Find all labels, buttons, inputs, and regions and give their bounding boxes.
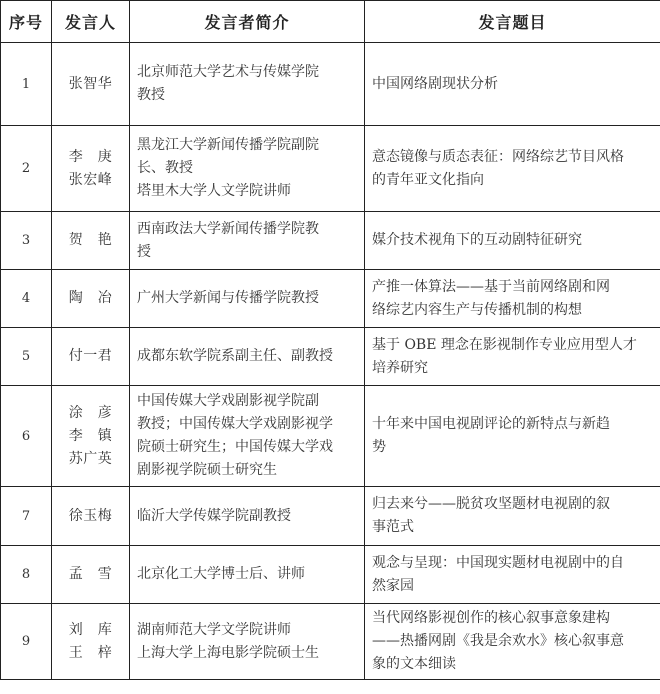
speaker-intro-line: 北京师范大学艺术与传媒学院 bbox=[137, 64, 319, 80]
speaker-intro-cell bbox=[130, 604, 365, 680]
topic-cell bbox=[365, 328, 660, 386]
speaker-intro-line: 授 bbox=[137, 243, 151, 260]
speaker-name: 刘 库 bbox=[68, 621, 113, 638]
speaker-cell bbox=[52, 487, 130, 546]
topic-line: 络综艺内容生产与传播机制的构想 bbox=[372, 301, 582, 318]
topic-cell bbox=[365, 386, 660, 487]
topic-line: 归去来兮——脱贫攻坚题材电视剧的叙 bbox=[372, 496, 610, 512]
speaker-intro-line: 广州大学新闻与传播学院教授 bbox=[137, 290, 319, 306]
table-row bbox=[1, 604, 660, 680]
table-row bbox=[1, 386, 660, 487]
speaker-intro-cell bbox=[130, 546, 365, 604]
topic-cell bbox=[365, 270, 660, 328]
topic-line: 意态镜像与质态表征：网络综艺节目风格 bbox=[372, 148, 624, 165]
topic-line: 的青年亚文化指向 bbox=[372, 171, 484, 188]
table-body bbox=[1, 43, 660, 680]
speaker-intro-cell bbox=[130, 212, 365, 270]
topic-cell bbox=[365, 604, 660, 680]
topic-line: 势 bbox=[372, 439, 386, 455]
row-number: 5 bbox=[1, 328, 52, 386]
speaker-intro-line: 教授；中国传媒大学戏剧影视学 bbox=[137, 416, 333, 432]
speaker-cell bbox=[52, 328, 130, 386]
topic-line: 象的文本细读 bbox=[372, 656, 456, 672]
topic-cell bbox=[365, 546, 660, 604]
speaker-intro-line: 成都东软学院系副主任、副教授 bbox=[137, 348, 333, 364]
header-num: 序号 bbox=[1, 1, 52, 43]
speaker-intro-cell bbox=[130, 43, 365, 126]
row-number: 7 bbox=[1, 487, 52, 546]
topic-line: 事范式 bbox=[372, 519, 414, 535]
speaker-intro-line: 教授 bbox=[137, 87, 165, 103]
speaker-intro-line: 剧影视学院硕士研究生 bbox=[137, 462, 277, 478]
table-header-row bbox=[1, 1, 660, 43]
row-number: 8 bbox=[1, 546, 52, 604]
topic-line: 十年来中国电视剧评论的新特点与新趋 bbox=[372, 416, 610, 432]
topic-cell bbox=[365, 126, 660, 212]
speaker-intro-line: 西南政法大学新闻传播学院教 bbox=[137, 220, 319, 237]
topic-line: 当代网络影视创作的核心叙事意象建构 bbox=[372, 610, 610, 626]
speaker-intro-cell bbox=[130, 328, 365, 386]
row-number: 2 bbox=[1, 126, 52, 212]
row-number: 9 bbox=[1, 604, 52, 680]
speaker-name: 涂 彦 bbox=[68, 404, 113, 421]
speaker-name: 张智华 bbox=[68, 75, 113, 92]
header-intro: 发言者简介 bbox=[130, 1, 365, 43]
topic-line: ——热播网剧《我是余欢水》核心叙事意 bbox=[372, 633, 624, 649]
row-number: 3 bbox=[1, 212, 52, 270]
speaker-intro-line: 临沂大学传媒学院副教授 bbox=[137, 507, 291, 524]
speaker-name: 李 庚 bbox=[68, 148, 113, 165]
speaker-intro-cell bbox=[130, 487, 365, 546]
topic-cell bbox=[365, 212, 660, 270]
topic-line: 观念与呈现：中国现实题材电视剧中的自 bbox=[372, 554, 624, 571]
speaker-intro-line: 中国传媒大学戏剧影视学院副 bbox=[137, 393, 319, 409]
speaker-name: 孟 雪 bbox=[68, 566, 113, 582]
speaker-name: 王 梓 bbox=[68, 644, 113, 661]
topic-line: 培养研究 bbox=[372, 359, 428, 376]
speaker-intro-line: 湖南师范大学文学院讲师 bbox=[137, 621, 291, 638]
table-row bbox=[1, 43, 660, 126]
header-topic: 发言题目 bbox=[365, 1, 660, 43]
speaker-intro-cell bbox=[130, 386, 365, 487]
topic-line: 然家园 bbox=[372, 577, 414, 594]
speaker-intro-line: 长、教授 bbox=[137, 160, 193, 176]
topic-cell bbox=[365, 487, 660, 546]
table-row bbox=[1, 487, 660, 546]
speaker-name: 陶 冶 bbox=[68, 290, 113, 306]
topic-line: 媒介技术视角下的互动剧特征研究 bbox=[372, 232, 582, 248]
speaker-cell bbox=[52, 386, 130, 487]
row-number: 4 bbox=[1, 270, 52, 328]
speaker-cell bbox=[52, 126, 130, 212]
topic-line: 中国网络剧现状分析 bbox=[372, 75, 498, 92]
table-row bbox=[1, 328, 660, 386]
topic-cell bbox=[365, 43, 660, 126]
table-row bbox=[1, 270, 660, 328]
speaker-intro-cell bbox=[130, 270, 365, 328]
speaker-cell bbox=[52, 43, 130, 126]
table-row bbox=[1, 212, 660, 270]
speaker-name: 贺 艳 bbox=[68, 232, 113, 248]
speaker-cell bbox=[52, 270, 130, 328]
speaker-name: 徐玉梅 bbox=[68, 507, 113, 524]
table-row bbox=[1, 126, 660, 212]
row-number: 6 bbox=[1, 386, 52, 487]
topic-line: 基于 OBE 理念在影视制作专业应用型人才 bbox=[372, 336, 637, 353]
speaker-name: 苏广英 bbox=[68, 450, 113, 467]
speaker-intro-line: 黑龙江大学新闻传播学院副院 bbox=[137, 137, 319, 153]
topic-line: 产推一体算法——基于当前网络剧和网 bbox=[372, 278, 610, 295]
speaker-name: 付一君 bbox=[68, 348, 113, 364]
speaker-name: 李 镇 bbox=[68, 427, 113, 444]
row-number: 1 bbox=[1, 43, 52, 126]
speaker-cell bbox=[52, 604, 130, 680]
speaker-intro-line: 北京化工大学博士后、讲师 bbox=[137, 566, 305, 582]
speaker-intro-line: 上海大学上海电影学院硕士生 bbox=[137, 644, 319, 661]
speaker-cell bbox=[52, 546, 130, 604]
header-speaker: 发言人 bbox=[52, 1, 130, 43]
speaker-name: 张宏峰 bbox=[68, 171, 113, 188]
speaker-cell bbox=[52, 212, 130, 270]
speaker-intro-cell bbox=[130, 126, 365, 212]
speaker-intro-line: 塔里木大学人文学院讲师 bbox=[137, 183, 291, 199]
speaker-intro-line: 院硕士研究生；中国传媒大学戏 bbox=[137, 439, 333, 455]
table-row bbox=[1, 546, 660, 604]
